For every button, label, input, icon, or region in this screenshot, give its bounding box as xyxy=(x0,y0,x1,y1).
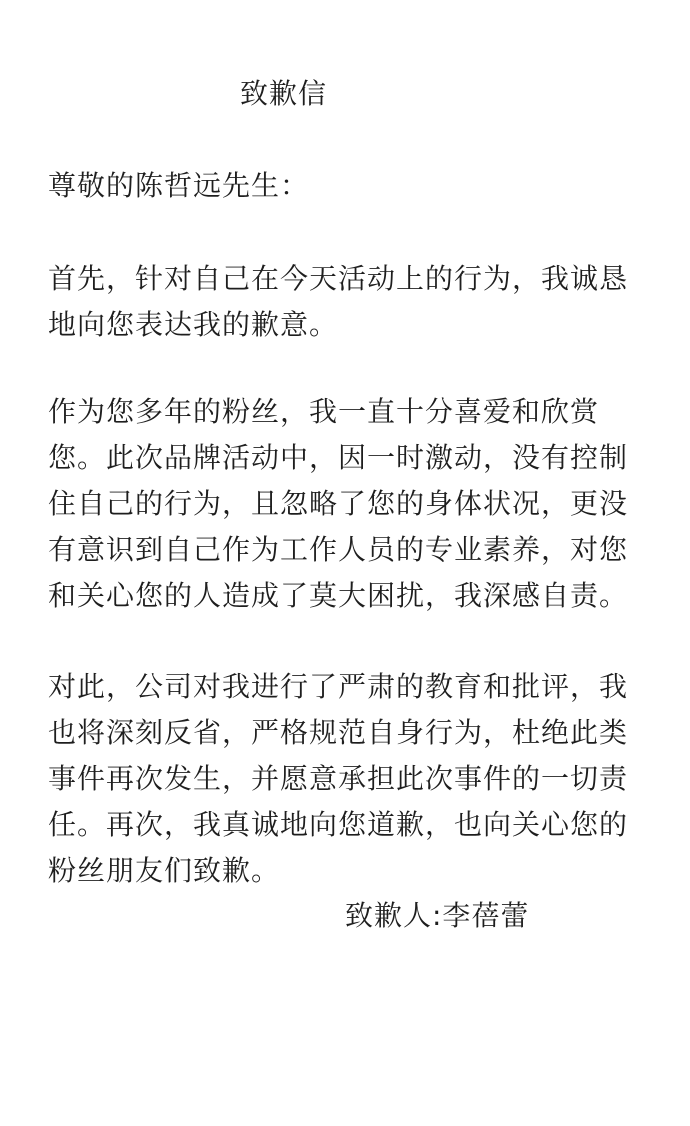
paragraph-line: 首先，针对自己在今天活动上的行为，我诚恳 xyxy=(48,262,629,295)
paragraph-3 xyxy=(48,664,648,894)
paragraph-line: 事件再次发生，并愿意承担此次事件的一切责 xyxy=(48,762,629,795)
letter-title: 致歉信 xyxy=(240,77,328,110)
paragraph-line: 地向您表达我的歉意。 xyxy=(48,308,339,341)
paragraph-2 xyxy=(48,389,648,619)
letter-salutation: 尊敬的陈哲远先生： xyxy=(48,169,310,202)
paragraph-line: 作为您多年的粉丝，我一直十分喜爱和欣赏 xyxy=(48,395,600,428)
paragraph-line: 粉丝朋友们致歉。 xyxy=(48,854,281,887)
paragraph-line: 和关心您的人造成了莫大困扰，我深感自责。 xyxy=(48,579,629,612)
paragraph-line: 有意识到自己作为工作人员的专业素养，对您 xyxy=(48,533,629,566)
paragraph-line: 您。此次品牌活动中，因一时激动，没有控制 xyxy=(48,441,629,474)
paragraph-line: 住自己的行为，且忽略了您的身体状况，更没 xyxy=(48,487,629,520)
letter-signature: 致歉人:李蓓蕾 xyxy=(345,899,530,932)
paragraph-line: 任。再次，我真诚地向您道歉，也向关心您的 xyxy=(48,808,629,841)
paragraph-1 xyxy=(48,256,648,348)
paragraph-line: 也将深刻反省，严格规范自身行为，杜绝此类 xyxy=(48,716,629,749)
paragraph-line: 对此，公司对我进行了严肃的教育和批评，我 xyxy=(48,670,629,703)
